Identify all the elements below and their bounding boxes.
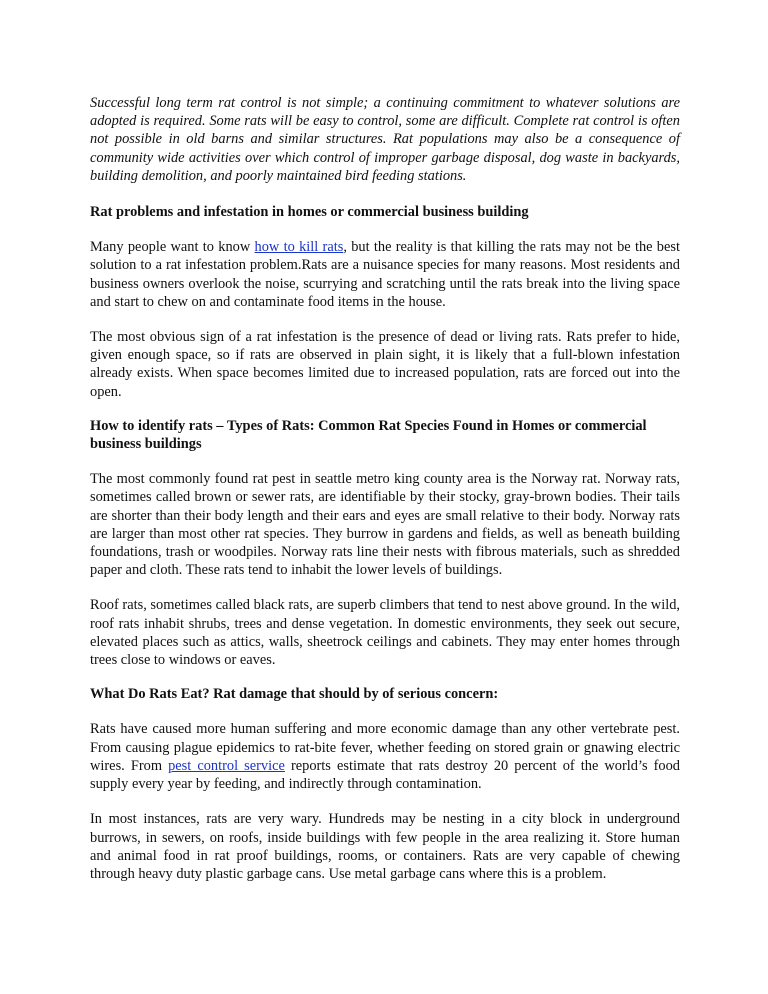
text-run: , but the reality is that killing the rats may not be the best solution to a rat infestation problem.Rats are a nuisance species for many reasons. Most residents and business owners overlook the noise, scurrying and scratching until the rats break into the living space and start to chew on and contaminate food items in the house.: [90, 239, 680, 310]
text-run: Many people want to know: [90, 239, 255, 256]
paragraph-rat-damage-2: In most instances, rats are very wary. Hundreds may be nesting in a city block in underground burrows, in sewers, on roofs, inside buildings with few people in the area realizing it. Store human and animal food in rat proof buildings, rooms, or containers. Rats are very capable of chewing through heavy duty plastic garbage cans. Use metal garbage cans where this is a problem.: [90, 811, 680, 882]
paragraph-infestation-1: [90, 238, 680, 311]
paragraph-roof-rats: Roof rats, sometimes called black rats, are superb climbers that tend to nest above ground. In the wild, roof rats inhabit shrubs, trees and dense vegetation. In domestic environments, they seek out secure, elevated places such as attics, walls, sheetrock ceilings and cabinets. They may enter homes through trees close to windows or eaves.: [90, 597, 680, 669]
section-heading-infestation: Rat problems and infestation in homes or commercial business building: [90, 204, 529, 221]
pest-control-service-link[interactable]: pest control service: [168, 757, 285, 774]
paragraph-rat-damage-1: [90, 720, 680, 793]
text-run: Rats have caused more human suffering and more economic damage than any other vertebrate pest. From causing plague epidemics to rat-bite fever, whether feeding on stored grain or gnawing electric wires. From: [90, 721, 680, 774]
intro-paragraph: Successful long term rat control is not simple; a continuing commitment to whatever solutions are adopted is required. Some rats will be easy to control, some are difficult. Complete rat control is often not possible in old barns and similar structures. Rat populations may also be a consequence of community wide activities over which control of improper garbage disposal, dog waste in backyards, building demolition, and poorly maintained bird feeding stations.: [90, 95, 680, 184]
paragraph-norway-rats: The most commonly found rat pest in seattle metro king county area is the Norway rat. Norway rats, sometimes called brown or sewer rats, are identifiable by their stocky, gray-brown bodies. Their tails are shorter than their body length and their ears and eyes are small relative to their body. Norway rats are larger than most other rat species. They burrow in gardens and fields, as well as beneath building foundations, trash or woodpiles. Norway rats line their nests with fibrous materials, such as shredded paper and cloth. These rats tend to inhabit the lower levels of buildings.: [90, 471, 680, 579]
paragraph-infestation-2: The most obvious sign of a rat infestation is the presence of dead or living rats. Rats prefer to hide, given enough space, so if rats are observed in plain sight, it is likely that a full-blown infestation already exists. When space becomes limited due to increased population, rats are forced out into the open.: [90, 329, 680, 400]
section-heading-identify-rats: How to identify rats – Types of Rats: Common Rat Species Found in Homes or commercial business buildings: [90, 417, 647, 453]
how-to-kill-rats-link[interactable]: how to kill rats: [254, 239, 344, 256]
text-run: reports estimate that rats destroy 20 percent of the world’s food supply every year by feeding, and indirectly through contamination.: [90, 757, 681, 793]
section-heading-rat-damage: What Do Rats Eat? Rat damage that should by of serious concern:: [90, 686, 499, 703]
